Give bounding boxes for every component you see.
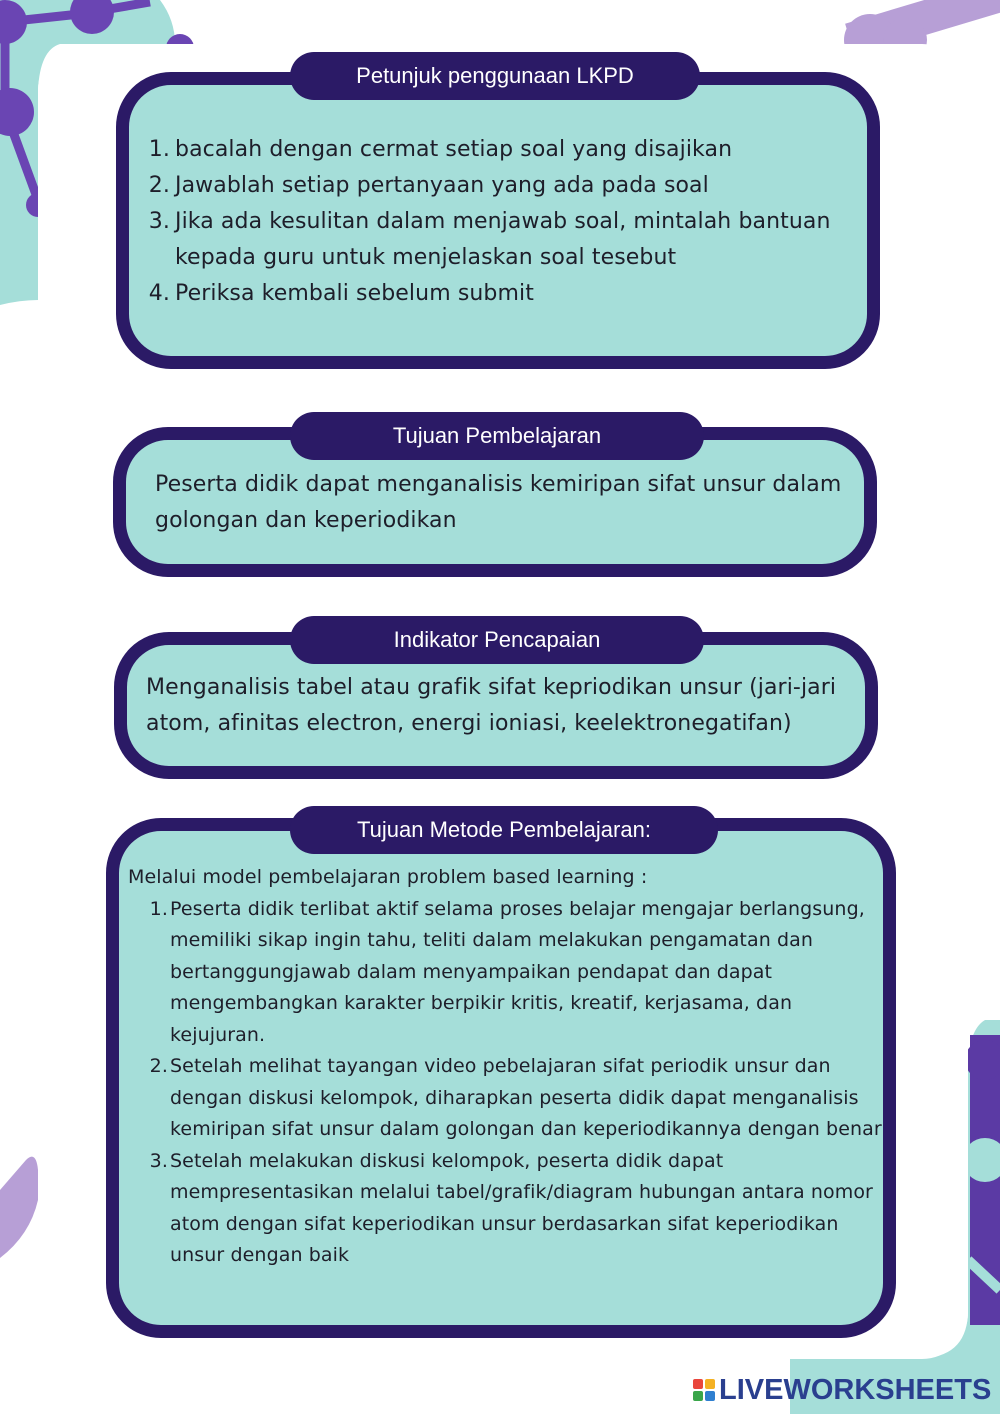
list-item-text: Jawablah setiap pertanyaan yang ada pada soal (175, 173, 709, 198)
method-list (128, 894, 888, 1272)
logo-tile-v (693, 1391, 703, 1401)
list-item-text: Setelah melakukan diskusi kelompok, peserta didik dapat mempresentasikan melalui tabel/grafik/diagram hubungan antara nomor atom dengan sifat keperiodikan unsur berdasarkan sifat keperiodikan unsur dengan baik (170, 1149, 873, 1266)
instructions-list-wrap (150, 132, 862, 312)
list-item-number: 1. (149, 897, 168, 920)
list-item-number: 3. (149, 1149, 168, 1172)
liveworksheets-logo-icon (693, 1379, 715, 1401)
list-item-text: Jika ada kesulitan dalam menjawab soal, mintalah bantuan kepada guru untuk menjelaskan soal tesebut (175, 209, 831, 270)
molecule-decoration-left (0, 1157, 38, 1258)
method-title: Tujuan Metode Pembelajaran: (290, 806, 718, 854)
logo-tile-e (705, 1391, 715, 1401)
list-item (128, 894, 888, 1052)
logo-tile-i (705, 1379, 715, 1389)
brand-name: LIVEWORKSHEETS (719, 1373, 992, 1406)
list-item (150, 204, 862, 276)
indicators-title: Indikator Pencapaian (290, 616, 704, 664)
list-item-number: 4. (148, 281, 170, 306)
list-item (150, 132, 862, 168)
list-item-number: 2. (149, 1055, 168, 1077)
instructions-list (150, 132, 862, 312)
logo-tile-l (693, 1379, 703, 1389)
list-item (150, 168, 862, 204)
method-content (128, 862, 888, 1272)
list-item-number: 1. (148, 137, 170, 162)
list-item-text: Periksa kembali sebelum submit (175, 281, 534, 306)
list-item-text: Setelah melihat tayangan video pebelajaran sifat periodik unsur dan dengan diskusi kelompok, diharapkan peserta didik dapat menganalisis kemiripan sifat unsur dalam golongan dan keperiodikannya dengan benar (170, 1055, 882, 1140)
list-item-text: bacalah dengan cermat setiap soal yang disajikan (175, 137, 733, 162)
list-item-number: 3. (148, 209, 170, 234)
list-item-number: 2. (148, 173, 170, 198)
liveworksheets-brand[interactable] (693, 1370, 991, 1410)
list-item (150, 276, 862, 312)
list-item (128, 1051, 888, 1146)
indicators-text: Menganalisis tabel atau grafik sifat kepriodikan unsur (jari-jari atom, afinitas electron, energi ioniasi, keelektronegatifan) (146, 675, 837, 736)
list-item-text: Peserta didik terlibat aktif selama proses belajar mengajar berlangsung, memiliki sikap ingin tahu, teliti dalam melakukan pengamatan dan bertanggungjawab dalam menyampaikan pendapat dan dapat mengembangkan karakter berpikir kritis, kreatif, kerjasama, dan kejujuran. (170, 897, 865, 1046)
goals-text: Peserta didik dapat menganalisis kemiripan sifat unsur dalam golongan dan keperiodikan (155, 472, 842, 533)
list-item (128, 1146, 888, 1272)
goals-title: Tujuan Pembelajaran (290, 412, 704, 460)
instructions-title: Petunjuk penggunaan LKPD (290, 52, 700, 100)
method-intro: Melalui model pembelajaran problem based learning : (128, 866, 648, 888)
